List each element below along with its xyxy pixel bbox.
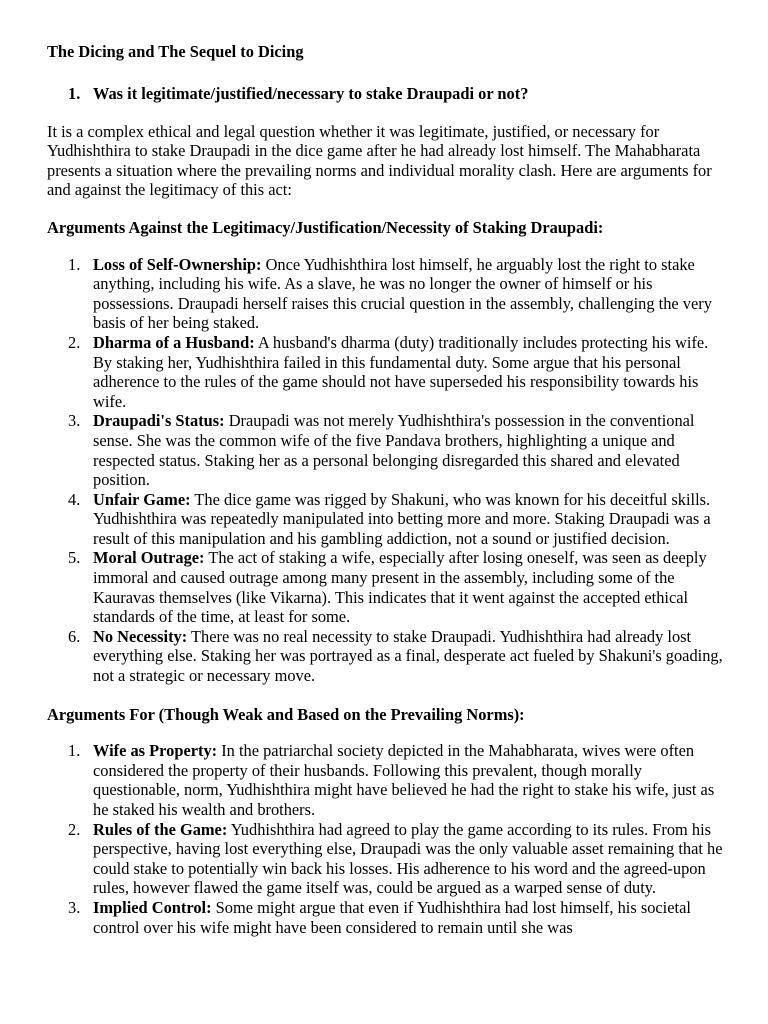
item-number: 5. [68, 548, 81, 568]
item-text: A husband's dharma (duty) traditionally includes protecting his wife. By staking her, Yudhishthira failed in this fundamental duty. Some argue that his personal adherence to the rules of the game should not have superseded his responsibility towards his wife. [93, 332, 709, 411]
item-label: Draupadi's Status: [93, 411, 225, 431]
list-item [47, 898, 723, 937]
item-label: Loss of Self-Ownership: [93, 254, 262, 274]
against-list [47, 255, 723, 686]
item-text: Some might argue that even if Yudhishthira had lost himself, his societal control over his wife might have been considered to remain until she was [93, 897, 691, 937]
item-label: Rules of the Game: [93, 819, 228, 839]
item-label: Wife as Property: [93, 741, 218, 761]
item-text: The dice game was rigged by Shakuni, who was known for his deceitful skills. Yudhishthira was repeatedly manipulated into betting more and more. Staking Draupadi was a result of this manipulation and his gambling addiction, not a sound or justified decision. [93, 489, 711, 548]
item-number: 1. [68, 254, 81, 274]
item-text: There was no real necessity to stake Draupadi. Yudhishthira had already lost everything else. Staking her was portrayed as a final, desperate act fueled by Shakuni's goading, not a strategic or necessary move. [93, 626, 723, 686]
item-text: The act of staking a wife, especially after losing oneself, was seen as deeply immoral and caused outrage among many present in the assembly, including some of the Kauravas themselves (like Vikarna). This indicates that it went against the accepted ethical standards of the time, at least for some. [93, 548, 707, 627]
document-page [47, 42, 723, 937]
list-item [47, 333, 723, 411]
item-text: In the patriarchal society depicted in the Mahabharata, wives were often considered the property of their husbands. Following this prevalent, though morally questionable, norm, Yudhishthira might have believed he had the right to stake his wife, just as he staked his wealth and brothers. [93, 741, 715, 819]
question-heading [47, 84, 723, 104]
list-item [47, 820, 723, 898]
intro-paragraph: It is a complex ethical and legal question whether it was legitimate, justified, or necessary for Yudhishthira to stake Draupadi in the dice game after he had already lost himself. The Mahabharata presents a situation where the prevailing norms and individual morality clash. Here are arguments for and against the legitimacy of this act: [47, 121, 712, 200]
item-label: Moral Outrage: [93, 548, 205, 568]
item-number: 6. [68, 626, 81, 646]
item-number: 1. [68, 741, 81, 761]
item-text: Yudhishthira had agreed to play the game according to its rules. From his perspective, having lost everything else, Draupadi was the only valuable asset remaining that he could stake to potentially win back his losses. His adherence to his word and the agreed-upon rules, however flawed the game itself was, could be argued as a warped sense of duty. [93, 819, 723, 898]
against-heading: Arguments Against the Legitimacy/Justification/Necessity of Staking Draupadi: [47, 217, 604, 237]
list-item [47, 627, 723, 686]
item-text: Once Yudhishthira lost himself, he arguably lost the right to stake anything, including his wife. As a slave, he was no longer the owner of himself or his possessions. Draupadi herself raises this crucial question in the assembly, challenging the very basis of her being staked. [93, 254, 712, 333]
item-number: 2. [68, 332, 81, 352]
item-number: 2. [68, 819, 81, 839]
for-heading: Arguments For (Though Weak and Based on the Prevailing Norms): [47, 704, 525, 724]
list-item [47, 411, 723, 489]
item-label: Unfair Game: [93, 489, 191, 509]
item-number: 3. [68, 897, 81, 917]
item-label: No Necessity: [93, 626, 188, 646]
item-number: 4. [68, 489, 81, 509]
item-number: 3. [68, 411, 81, 431]
item-label: Dharma of a Husband: [93, 332, 255, 352]
document-title: The Dicing and The Sequel to Dicing [47, 42, 304, 61]
question-text: Was it legitimate/justified/necessary to stake Draupadi or not? [93, 84, 529, 103]
list-item [47, 741, 723, 819]
item-label: Implied Control: [93, 897, 212, 917]
for-list [47, 741, 723, 937]
list-item [47, 548, 723, 626]
question-number: 1. [68, 84, 81, 103]
item-text: Draupadi was not merely Yudhishthira's possession in the conventional sense. She was the common wife of the five Pandava brothers, highlighting a unique and respected status. Staking her as a personal belonging disregarded this shared and elevated position. [93, 411, 695, 490]
list-item [47, 255, 723, 333]
list-item [47, 490, 723, 549]
